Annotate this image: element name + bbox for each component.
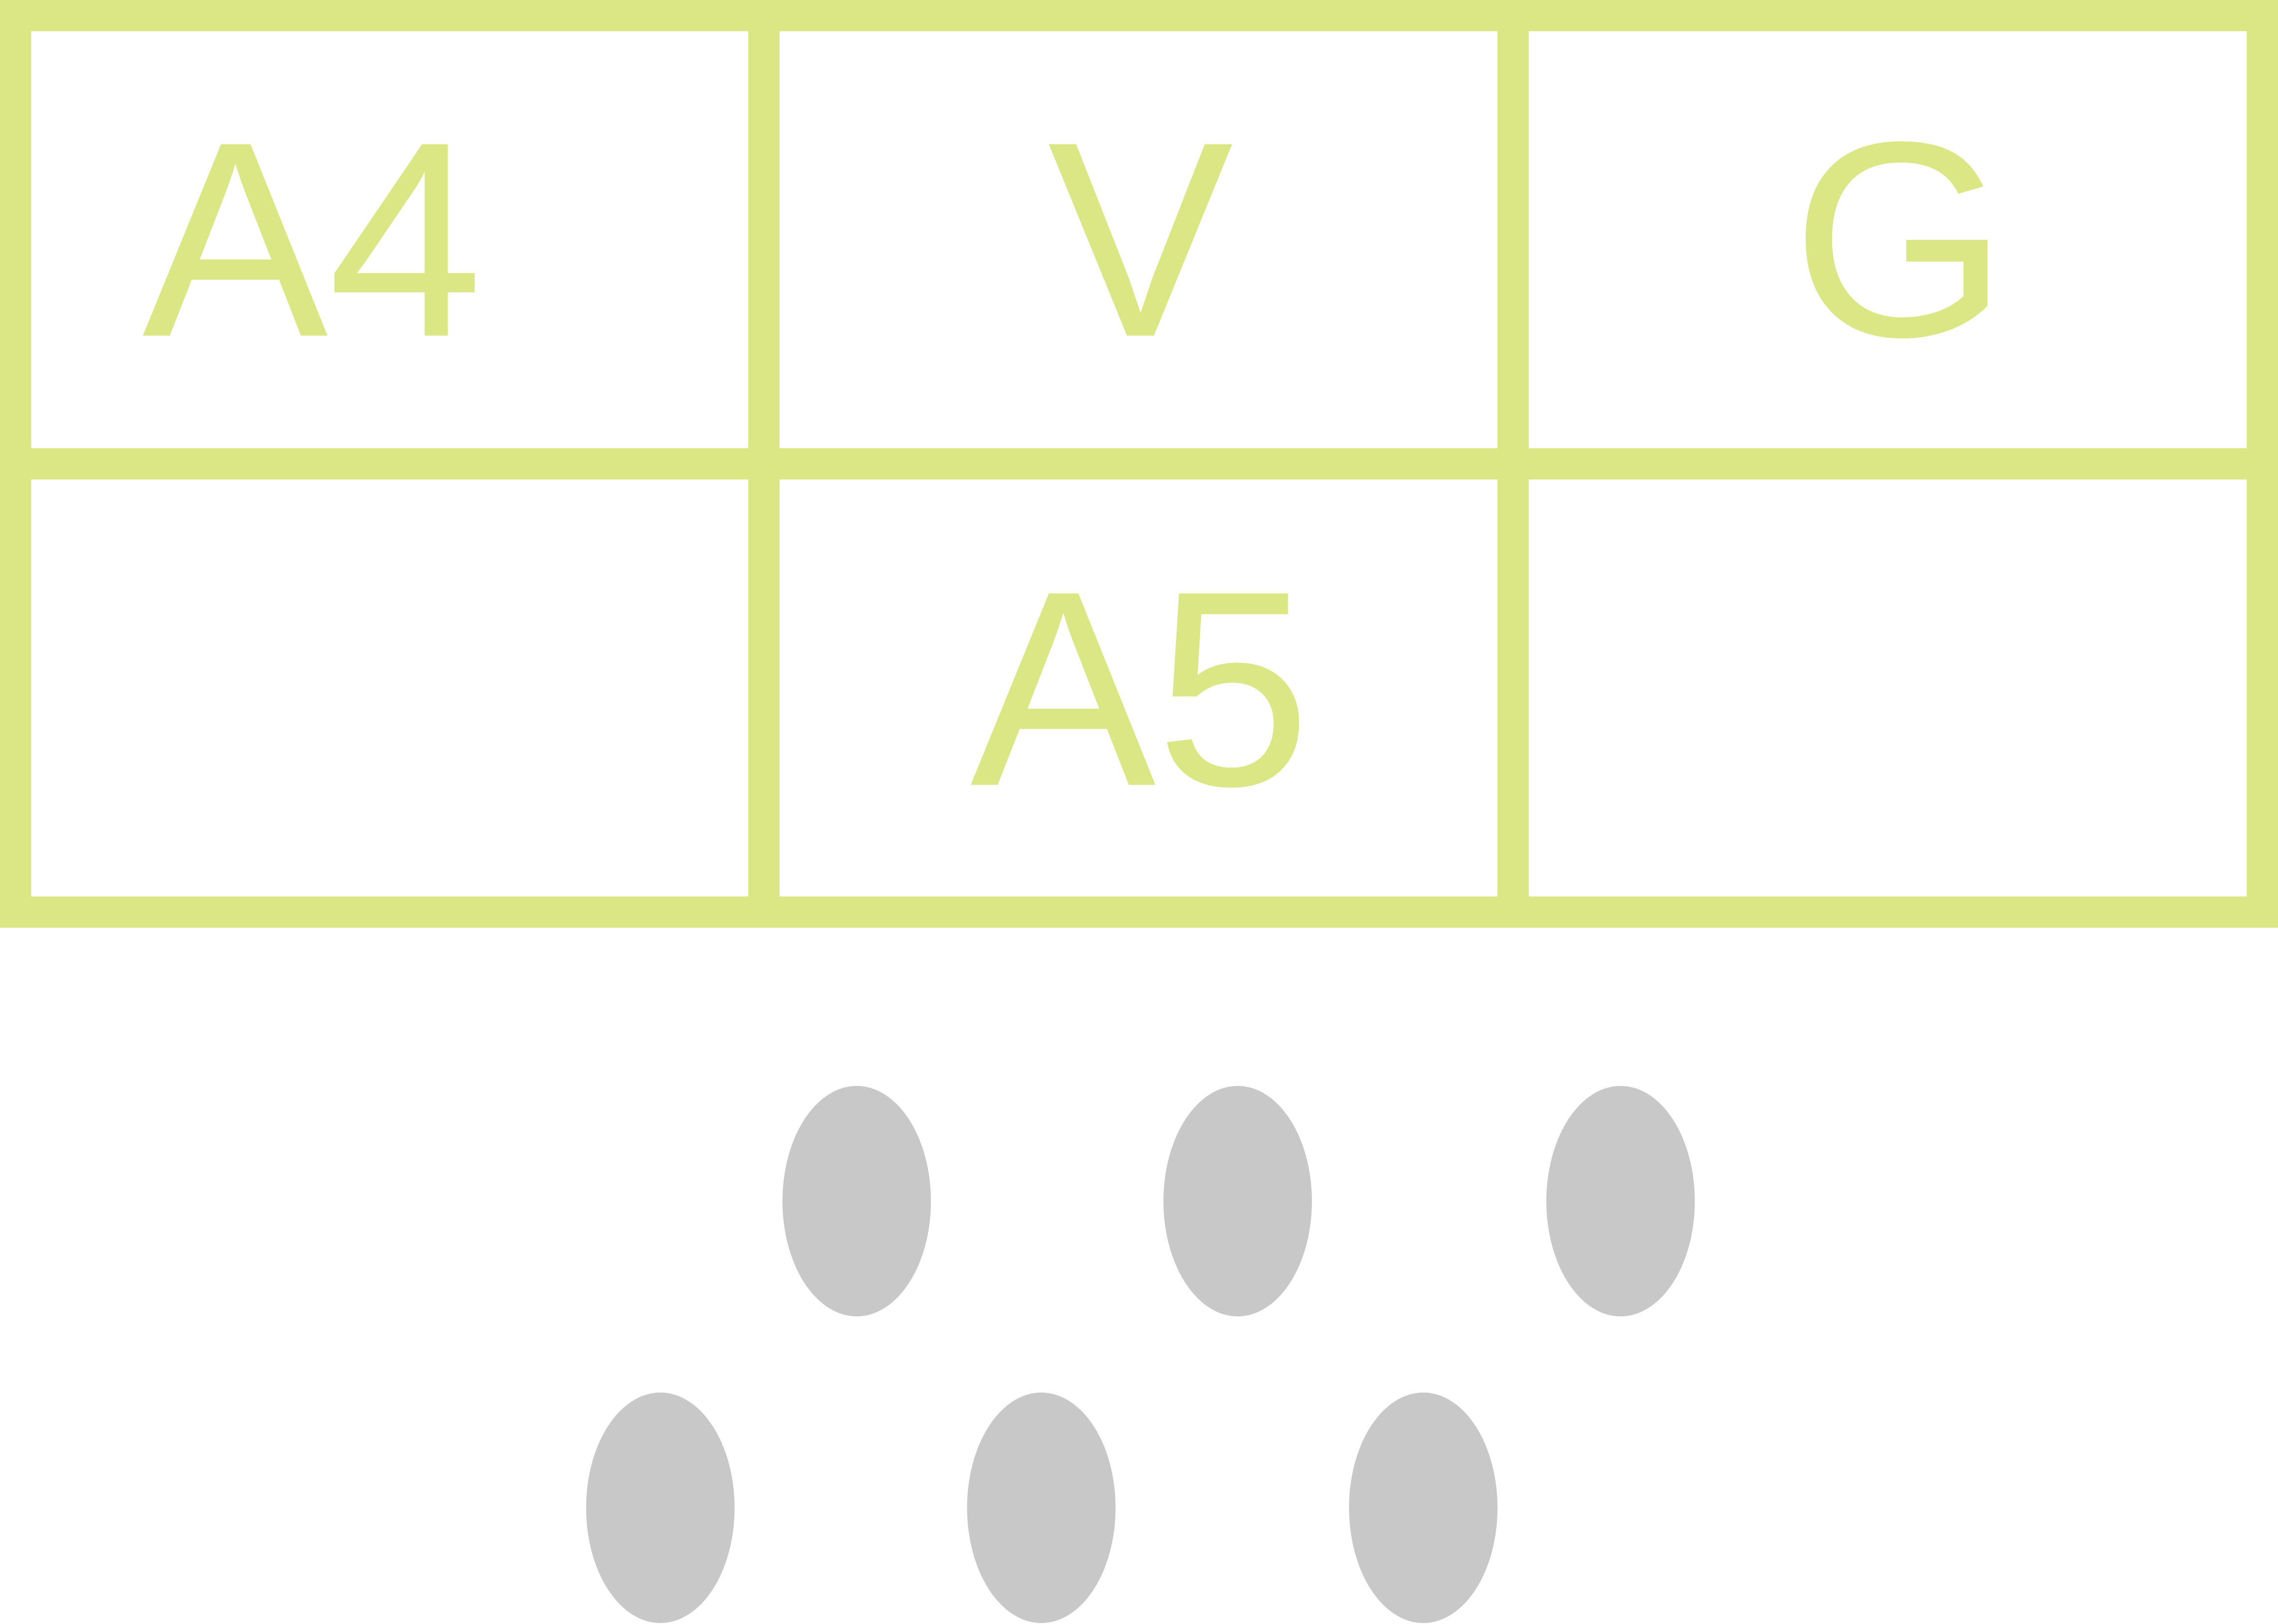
grid-line-top <box>0 0 2278 31</box>
pin-hole-r2-3 <box>1349 1393 1498 1623</box>
cell-label-r1-c2: V <box>1047 83 1234 395</box>
grid-line-middle <box>0 448 2278 479</box>
cell-label-r1-c3: G <box>1792 83 2008 395</box>
cell-label-r2-c2: A5 <box>970 533 1311 844</box>
pin-hole-r1-1 <box>782 1086 931 1316</box>
pin-holes <box>586 1086 1695 1623</box>
grid-line-bottom <box>0 896 2278 928</box>
pin-hole-r2-2 <box>967 1393 1116 1623</box>
grid-line-col-2 <box>1498 0 1529 928</box>
pin-hole-r1-2 <box>1163 1086 1312 1316</box>
grid-line-left <box>0 0 31 928</box>
grid-line-col-1 <box>748 0 780 928</box>
cell-label-r1-c1: A4 <box>142 83 483 395</box>
pin-hole-r2-1 <box>586 1393 735 1623</box>
pin-hole-r1-3 <box>1546 1086 1695 1316</box>
grid-line-right <box>2247 0 2278 928</box>
